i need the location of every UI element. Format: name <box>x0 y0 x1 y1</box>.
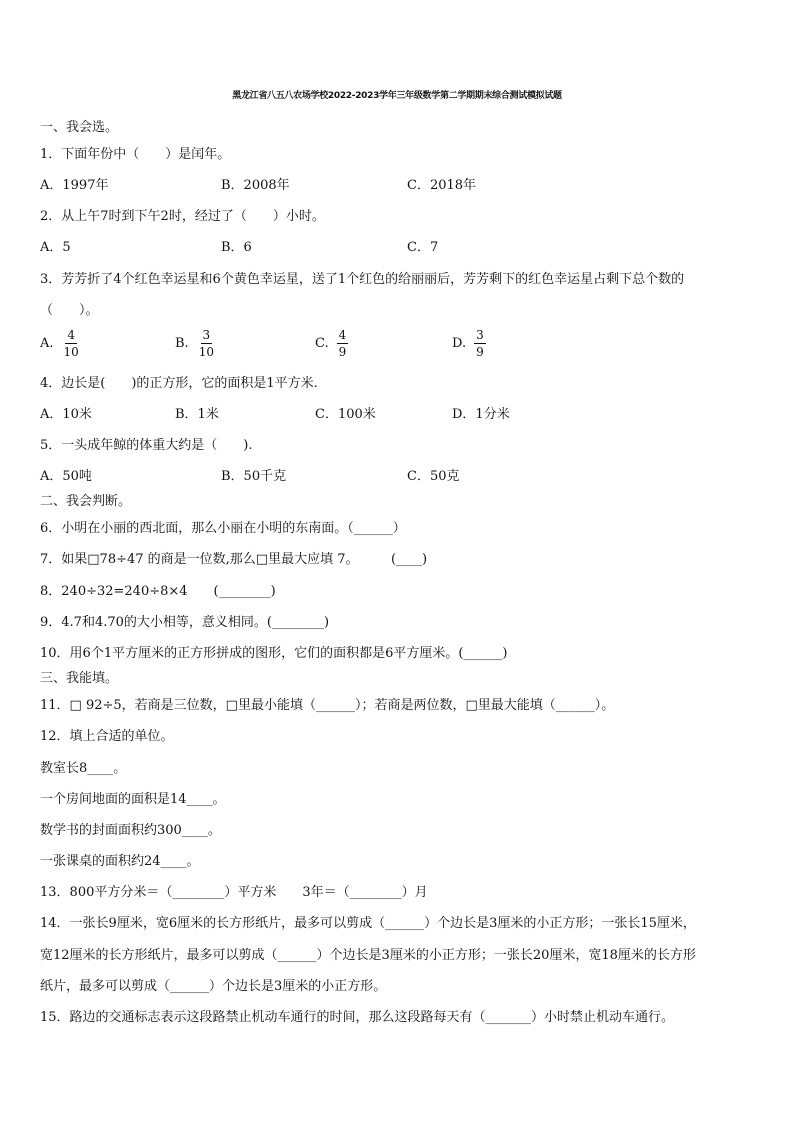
fraction-denominator: 9 <box>338 345 347 359</box>
question-5-stem: 5．一头成年鲸的体重大约是（ ). <box>40 438 253 453</box>
question-9: 9．4.7和4.70的大小相等，意义相同。(________) <box>40 615 330 630</box>
question-13: 13．800平方分米＝（________）平方米 3年＝（________）月 <box>40 885 428 900</box>
question-3-option-a <box>40 328 81 359</box>
question-4-stem: 4．边长是( )的正方形，它的面积是1平方米. <box>40 376 318 391</box>
question-4-option-b: B．1米 <box>175 407 219 422</box>
question-5-option-a: A．50吨 <box>40 469 92 484</box>
question-5-option-b: B．50千克 <box>221 469 287 484</box>
option-letter: A. <box>40 336 54 351</box>
question-12-stem: 12．填上合适的单位。 <box>40 729 174 744</box>
question-3-option-d <box>452 328 486 359</box>
question-14-line-1: 14．一张长9厘米，宽6厘米的长方形纸片，最多可以剪成（______）个边长是3厘米的小正方形；一张长15厘米， <box>40 916 696 931</box>
fraction-numerator: 4 <box>67 328 75 342</box>
option-letter: D. <box>452 336 467 351</box>
fraction <box>197 328 216 359</box>
question-1-option-c: C．2018年 <box>407 178 477 193</box>
exam-title: 黑龙江省八五八农场学校2022-2023学年三年级数学第二学期期末综合测试模拟试题 <box>232 91 562 101</box>
question-2-option-a: A．5 <box>40 240 71 255</box>
question-12-line-3: 数学书的封面面积约300____。 <box>40 823 221 838</box>
question-2-stem: 2．从上午7时到下午2时，经过了（ ）小时。 <box>40 209 325 224</box>
fraction-denominator: 9 <box>476 345 484 359</box>
question-1-stem: 1．下面年份中（ ）是闰年。 <box>40 147 231 162</box>
fraction-numerator: 4 <box>338 328 347 342</box>
question-3-option-b <box>175 328 216 359</box>
question-1-option-a: A．1997年 <box>40 178 109 193</box>
fraction-denominator: 10 <box>198 345 214 359</box>
question-4-option-c: C．100米 <box>315 407 376 422</box>
question-12-line-1: 教室长8____。 <box>40 761 127 776</box>
question-8: 8．240÷32=240÷8×4 (________) <box>40 584 276 599</box>
question-12-line-2: 一个房间地面的面积是14____。 <box>40 792 226 807</box>
question-14-line-2: 宽12厘米的长方形纸片，最多可以剪成（______）个边长是3厘米的小正方形；一张长20厘米，宽18厘米的长方形 <box>40 948 696 963</box>
section-heading-fill: 三、我能填。 <box>40 671 119 686</box>
question-4-option-d: D．1分米 <box>452 407 510 422</box>
question-2-option-b: B．6 <box>221 240 252 255</box>
option-letter: B. <box>175 336 189 351</box>
question-3-stem-line-2: （ ）。 <box>40 303 99 318</box>
question-3-option-c <box>315 328 348 359</box>
fraction-numerator: 3 <box>202 328 211 342</box>
question-7: 7．如果□78÷47 的商是一位数,那么□里最大应填 7。 (____) <box>40 552 428 567</box>
question-14-line-3: 纸片，最多可以剪成（______）个边长是3厘米的小正方形。 <box>40 979 387 994</box>
question-5-option-c: C．50克 <box>407 469 460 484</box>
question-1-option-b: B．2008年 <box>221 178 290 193</box>
question-11: 11．□ 92÷5，若商是三位数，□里最小能填（______）；若商是两位数，□里最大能填（______）。 <box>40 698 615 713</box>
question-10: 10．用6个1平方厘米的正方形拼成的图形，它们的面积都是6平方厘米。(______) <box>40 646 508 661</box>
question-12-line-4: 一张课桌的面积约24____。 <box>40 854 200 869</box>
section-heading-choice: 一、我会选。 <box>40 120 119 135</box>
option-letter: C. <box>315 336 329 351</box>
fraction-numerator: 3 <box>476 328 484 342</box>
question-2-option-c: C．7 <box>407 240 439 255</box>
fraction-denominator: 10 <box>63 345 79 359</box>
question-4-option-a: A．10米 <box>40 407 92 422</box>
fraction <box>474 328 486 359</box>
question-15: 15．路边的交通标志表示这段路禁止机动车通行的时间，那么这段路每天有（_______）小时禁止机动车通行。 <box>40 1010 675 1025</box>
fraction <box>62 328 81 359</box>
section-heading-judge: 二、我会判断。 <box>40 494 132 509</box>
question-3-stem-line-1: 3．芳芳折了4个红色幸运星和6个黄色幸运星，送了1个红色的给丽丽后，芳芳剩下的红色幸运星占剩下总个数的 <box>40 272 685 287</box>
fraction <box>337 328 349 359</box>
question-6: 6．小明在小丽的西北面，那么小丽在小明的东南面。（______） <box>40 521 406 536</box>
